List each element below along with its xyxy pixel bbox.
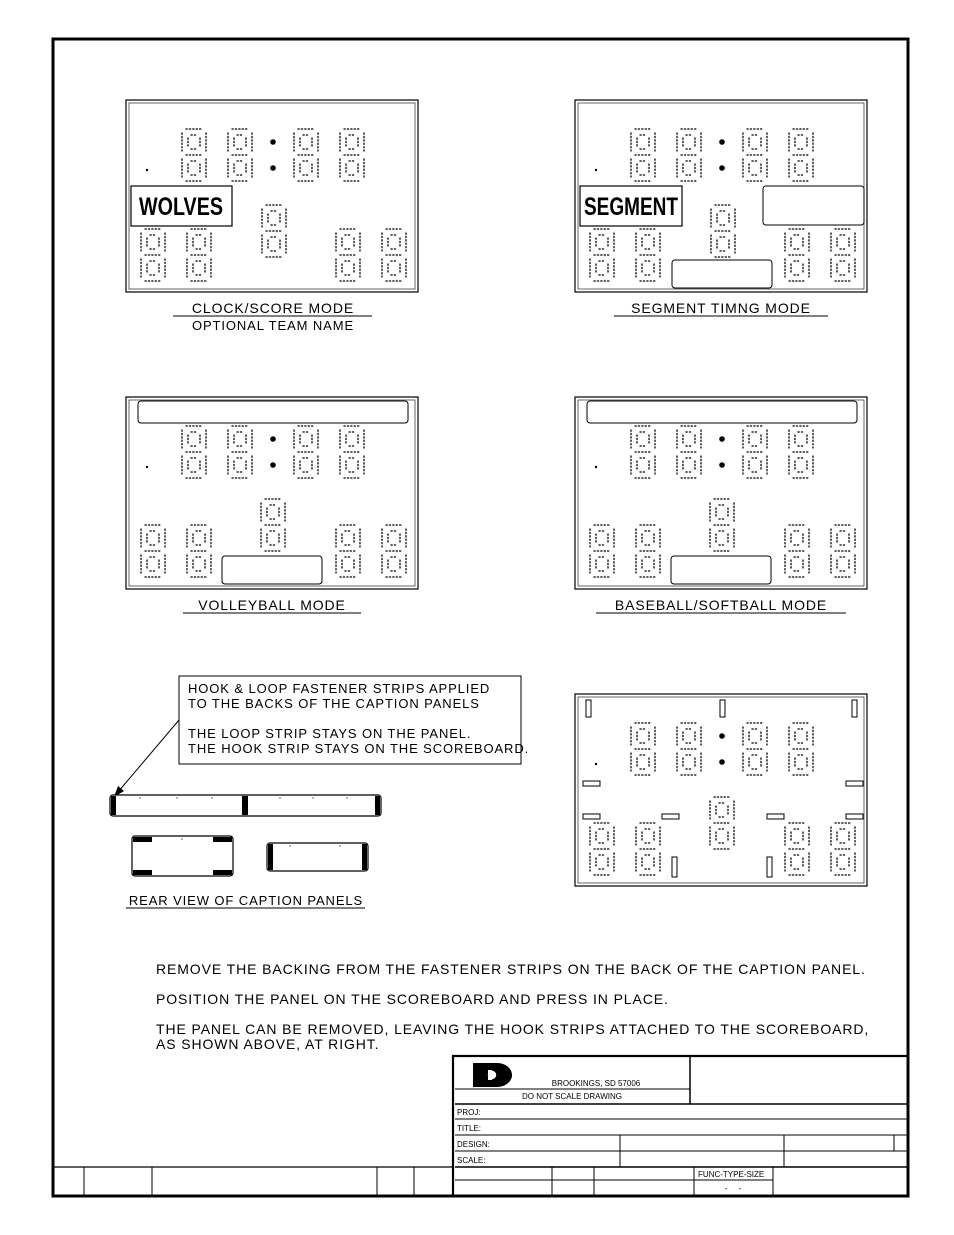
baseball-mode-label: BASEBALL/SOFTBALL MODE (614, 597, 828, 613)
board-hook-strips (575, 694, 867, 886)
segment-mode-label: SEGMENT TIMNG MODE (631, 300, 811, 316)
board-clock-score (126, 100, 418, 292)
instructions (156, 961, 869, 1052)
segment-name-text: SEGMENT (584, 193, 678, 221)
board-segment (575, 100, 867, 292)
baseball-digits (590, 426, 855, 577)
title-label: TITLE: (457, 1124, 482, 1133)
revision-block (53, 1167, 453, 1196)
rear-view-long-panel (110, 795, 381, 816)
proj-label: PROJ: (457, 1108, 481, 1117)
company-location: BROOKINGS, SD 57006 (551, 1079, 641, 1088)
volleyball-mode-label: VOLLEYBALL MODE (198, 597, 346, 613)
svg-text:REMOVE THE BACKING FROM THE FA: REMOVE THE BACKING FROM THE FASTENER STRIPS ON THE BACK OF THE CAPTION PANEL. (156, 961, 866, 977)
hook-strips (583, 700, 863, 877)
svg-text:HOOK & LOOP FASTENER STRIPS AP: HOOK & LOOP FASTENER STRIPS APPLIED (188, 681, 491, 696)
svg-text:TO THE BACKS OF THE CAPTION PA: TO THE BACKS OF THE CAPTION PANELS (188, 696, 480, 711)
svg-text:AS SHOWN ABOVE, AT RIGHT.: AS SHOWN ABOVE, AT RIGHT. (156, 1036, 380, 1052)
func-type-size-value: - - (724, 1184, 742, 1193)
design-label: DESIGN: (457, 1140, 490, 1149)
callout-leader-arrow (114, 720, 179, 797)
company-logo (473, 1063, 512, 1087)
svg-text:POSITION THE PANEL ON THE SCOR: POSITION THE PANEL ON THE SCOREBOARD AND PRESS IN PLACE. (156, 991, 669, 1007)
board-baseball-softball (575, 397, 867, 589)
hook-board-digits (590, 723, 855, 875)
fastener-callout (179, 676, 529, 764)
rear-view-tall-panel (132, 836, 233, 876)
svg-text:THE HOOK STRIP STAYS ON THE SC: THE HOOK STRIP STAYS ON THE SCOREBOARD. (188, 741, 530, 756)
rear-view-small-panel (267, 843, 368, 871)
do-not-scale-note: DO NOT SCALE DRAWING (521, 1092, 623, 1101)
optional-team-name-label: OPTIONAL TEAM NAME (191, 318, 355, 333)
svg-text:THE PANEL CAN BE REMOVED, LEAV: THE PANEL CAN BE REMOVED, LEAVING THE HOOK STRIPS ATTACHED TO THE SCOREBOARD, (156, 1021, 870, 1037)
rear-view-label: REAR VIEW OF CAPTION PANELS (128, 893, 364, 908)
scale-label: SCALE: (457, 1156, 486, 1165)
svg-text:THE LOOP STRIP STAYS ON THE PA: THE LOOP STRIP STAYS ON THE PANEL. (188, 726, 472, 741)
func-type-size-label: FUNC-TYPE-SIZE (698, 1170, 765, 1179)
board-volleyball (126, 397, 418, 589)
clock-score-mode-label: CLOCK/SCORE MODE (191, 300, 355, 316)
volleyball-digits (141, 426, 406, 577)
team-name-text: WOLVES (139, 193, 223, 221)
title-block (453, 1056, 908, 1196)
